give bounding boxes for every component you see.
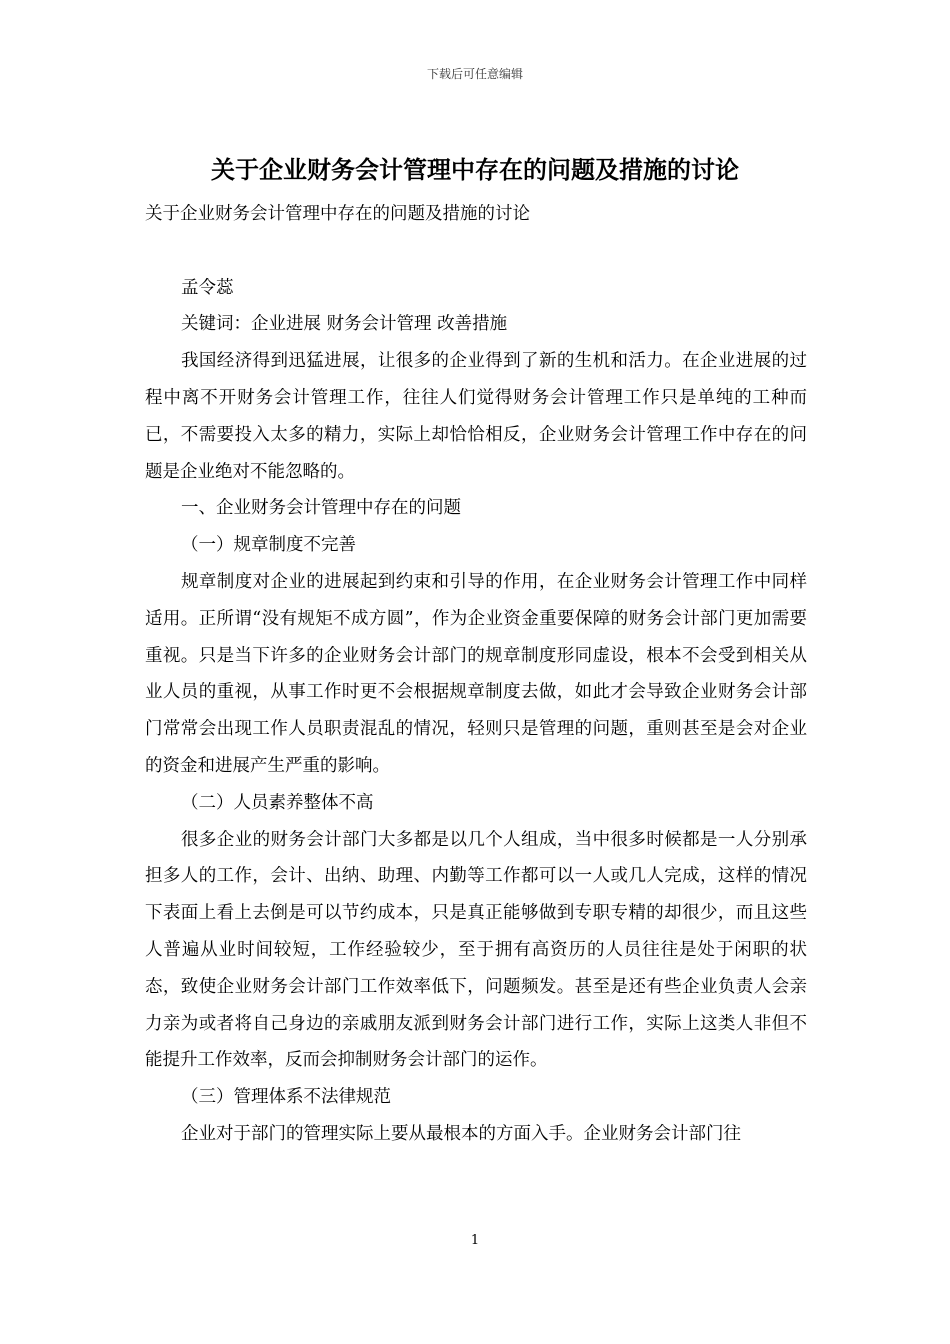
subsection-heading-1: （一）规章制度不完善: [181, 535, 356, 556]
blank-line: [145, 233, 807, 270]
subsection-paragraph-2: 很多企业的财务会计部门大多都是以几个人组成，当中很多时候都是一人分别承担多人的工作，会计、出纳、助理、内勤等工作都可以一人或几人完成，这样的情况下表面上看上去倒是可以节约成本，只是真正能够做到专职专精的却很少，而且这些人普遍从业时间较短，工作经验较少，至于拥有高资历的人员往往是处于闲职的状态，致使企业财务会计部门工作效率低下，问题频发。甚至是还有些企业负责人会亲力亲为或者将自己身边的亲戚朋友派到财务会计部门进行工作，实际上这类人非但不能提升工作效率，反而会抑制财务会计部门的运作。: [145, 829, 807, 1071]
intro-paragraph: 我国经济得到迅猛进展，让很多的企业得到了新的生机和活力。在企业进展的过程中离不开财务会计管理工作，往往人们觉得财务会计管理工作只是单纯的工种而已，不需要投入太多的精力，实际上却恰恰相反，企业财务会计管理工作中存在的问题是企业绝对不能忽略的。: [145, 351, 807, 482]
subsection-paragraph-1: 规章制度对企业的进展起到约束和引导的作用，在企业财务会计管理工作中同样适用。正所谓“没有规矩不成方圆”，作为企业资金重要保障的财务会计部门更加需要重视。只是当下许多的企业财务会计部门的规章制度形同虚设，根本不会受到相关从业人员的重视，从事工作时更不会根据规章制度去做，如此才会导致企业财务会计部门常常会出现工作人员职责混乱的情况，轻则只是管理的问题，重则甚至是会对企业的资金和进展产生严重的影响。: [145, 571, 807, 776]
author-name: 孟令蕊: [181, 277, 234, 298]
header-note: 下载后可任意编辑: [426, 67, 523, 81]
document-body: [145, 196, 807, 1153]
subsection-heading-3: （三）管理体系不法律规范: [181, 1087, 391, 1108]
keywords-line: 关键词：企业进展 财务会计管理 改善措施: [181, 314, 508, 335]
document-subtitle: 关于企业财务会计管理中存在的问题及措施的讨论: [145, 204, 530, 224]
document-title: 关于企业财务会计管理中存在的问题及措施的讨论: [211, 155, 739, 184]
subsection-paragraph-3: 企业对于部门的管理实际上要从最根本的方面入手。企业财务会计部门往: [181, 1123, 741, 1144]
subsection-heading-2: （二）人员素养整体不高: [181, 792, 374, 813]
section-heading-1: 一、企业财务会计管理中存在的问题: [181, 498, 461, 519]
page-number: 1: [470, 1233, 480, 1248]
